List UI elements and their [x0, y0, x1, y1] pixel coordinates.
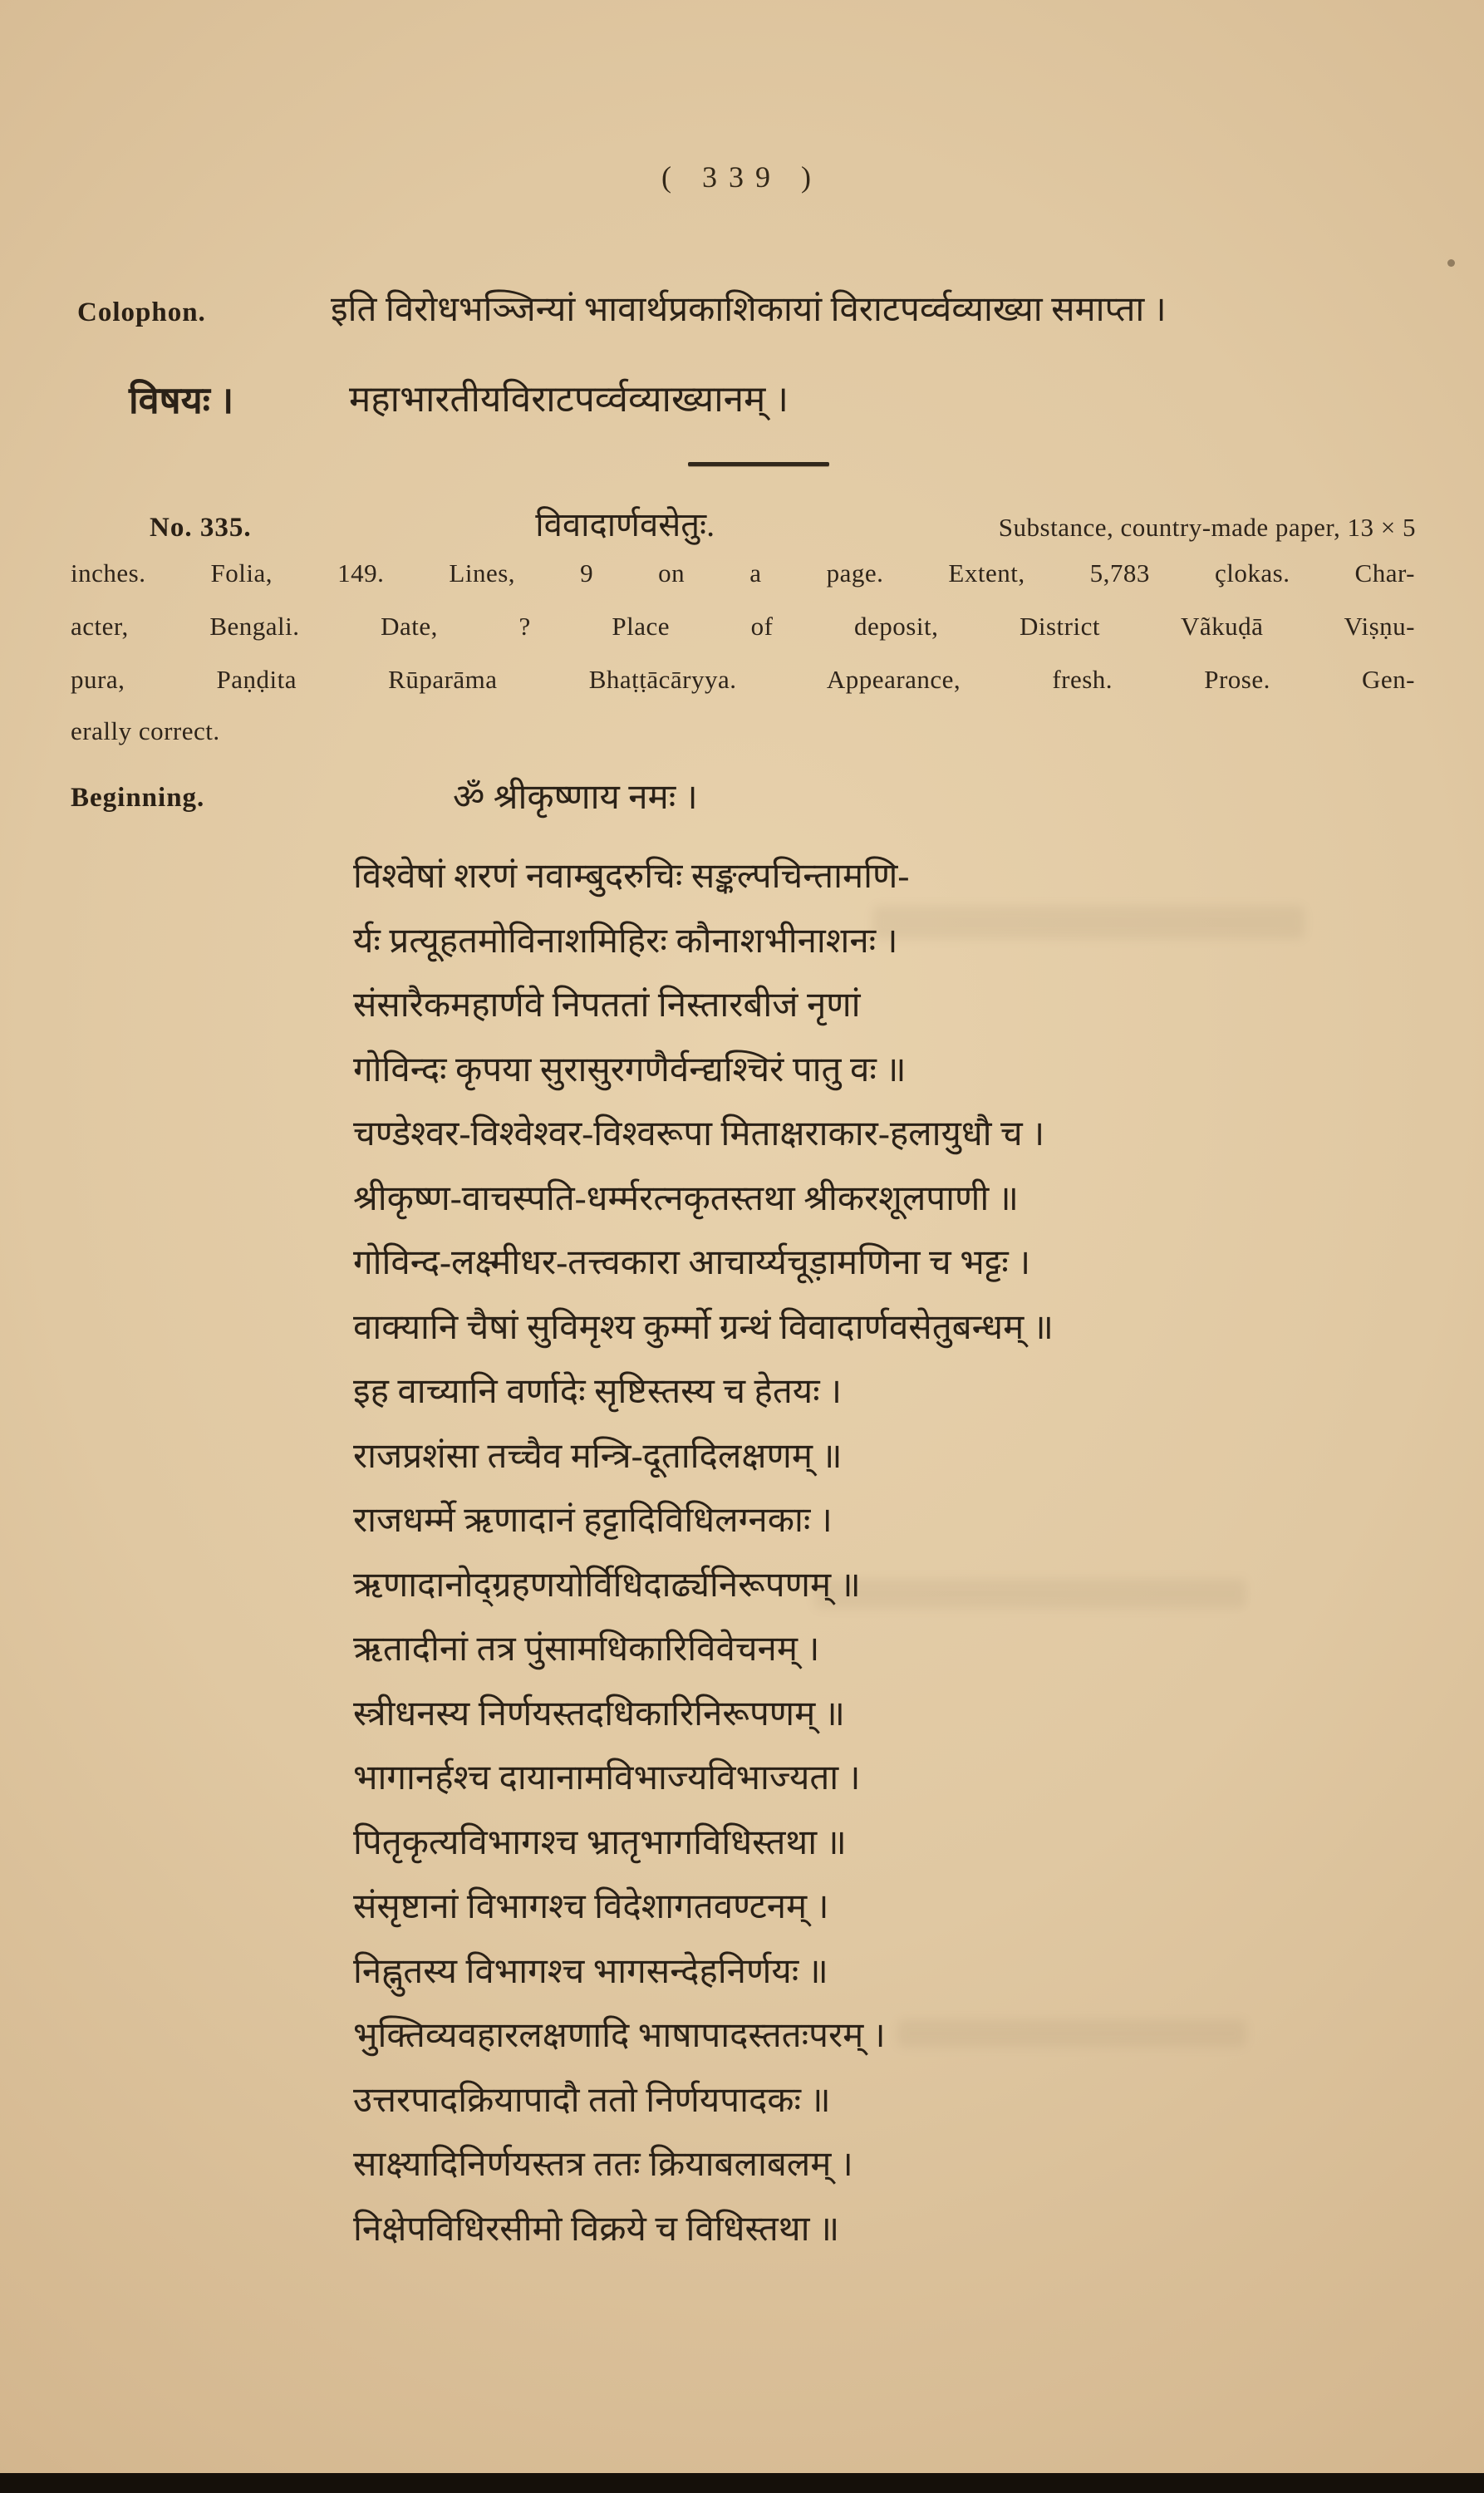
entry-description-line: erally correct.	[71, 716, 220, 745]
verse-line: इह वाच्यानि वर्णादेः सृष्टिस्तस्य च हेतयः ।	[353, 1373, 843, 1411]
entry-title-devanagari: विवादार्णवसेतुः.	[535, 506, 715, 543]
verse-line: निह्नुतस्य विभागश्च भागसन्देहनिर्णयः ॥	[353, 1953, 828, 1991]
verse-line: ऋतादीनां तत्र पुंसामधिकारिविवेचनम् ।	[353, 1630, 820, 1669]
verse-line: उत्तरपादक्रियापादौ ततो निर्णयपादकः ॥	[353, 2082, 831, 2120]
scan-edge-bar	[0, 2473, 1484, 2493]
verse-line: निक्षेपविधिरसीमो विक्रये च विधिस्तथा ॥	[353, 2210, 840, 2249]
verse-line: स्त्रीधनस्य निर्णयस्तदधिकारिनिरूपणम् ॥	[353, 1695, 845, 1733]
invocation-line: ॐ श्रीकृष्णाय नमः ।	[453, 779, 698, 817]
paper-speck	[1447, 259, 1455, 267]
subject-text: महाभारतीयविराटपर्व्वव्याख्यानम् ।	[349, 379, 789, 420]
show-through-smudge	[897, 2019, 1246, 2048]
verse-line: वाक्यानि चैषां सुविमृश्य कुर्म्मो ग्रन्थं विवादार्णवसेतुबन्धम् ॥	[353, 1309, 1054, 1347]
verse-line: संसृष्टानां विभागश्च विदेशागतवण्टनम् ।	[353, 1888, 829, 1926]
entry-description-line: pura, Paṇḍita Rūparāma Bhaṭṭācāryya. Appearance, fresh. Prose. Gen-	[71, 665, 1415, 694]
verse-line: श्रीकृष्ण-वाचस्पति-धर्म्मरत्नकृतस्तथा श्रीकरशूलपाणी ॥	[353, 1180, 1019, 1218]
show-through-smudge	[814, 1579, 1246, 1609]
verse-line: भागानर्हश्च दायानामविभाज्यविभाज्यता ।	[353, 1759, 861, 1797]
verse-line: ऋणादानोद्ग्रहणयोर्विधिदार्ढ्यनिरूपणम् ॥	[353, 1566, 861, 1605]
verse-line: साक्ष्यादिनिर्णयस्तत्र ततः क्रियाबलाबलम् ।	[353, 2146, 853, 2184]
page-number: ( 339 )	[661, 160, 823, 194]
verse-line: राजधर्म्मे ऋणादानं हट्टादिविधिलग्नकाः ।	[353, 1502, 833, 1540]
entry-heading-row	[150, 505, 1416, 545]
entry-description-line: inches. Folia, 149. Lines, 9 on a page. Extent, 5,783 çlokas. Char-	[71, 558, 1415, 588]
verse-line: पितृकृत्यविभागश्च भ्रातृभागविधिस्तथा ॥	[353, 1824, 847, 1862]
subject-label: विषयः ।	[129, 380, 234, 421]
verse-line: गोविन्दः कृपया सुरासुरगणैर्वन्द्यश्चिरं पातु वः ॥	[353, 1051, 907, 1089]
show-through-smudge	[872, 906, 1305, 939]
entry-number: No. 335.	[150, 513, 252, 543]
verse-line: राजप्रशंसा तच्चैव मन्त्रि-दूतादिलक्षणम् ॥	[353, 1438, 843, 1476]
verse-line: चण्डेश्वर-विश्वेश्वर-विश्वरूपा मिताक्षराकार-हलायुधौ च ।	[353, 1115, 1045, 1153]
section-divider	[688, 462, 829, 466]
entry-size-text: Substance, country-made paper, 13 × 5	[998, 513, 1416, 542]
verse-line: र्यः प्रत्यूहतमोविनाशमिहिरः कौनाशभीनाशनः ।	[353, 922, 898, 961]
colophon-text: इति विरोधभञ्जिन्यां भावार्थप्रकाशिकायां विराटपर्व्वव्याख्या समाप्ता ।	[331, 291, 1167, 329]
verse-line: गोविन्द-लक्ष्मीधर-तत्त्वकारा आचार्य्यचूड़ामणिना च भट्टः ।	[353, 1244, 1031, 1282]
entry-description-line: acter, Bengali. Date, ? Place of deposit, District Vãkuḍā Viṣṇu-	[71, 612, 1415, 641]
beginning-label: Beginning.	[71, 783, 205, 813]
verse-line: विश्वेषां शरणं नवाम्बुदरुचिः सङ्कल्पचिन्तामणि-	[353, 858, 910, 896]
colophon-label: Colophon.	[77, 297, 206, 327]
verse-line: संसारैकमहार्णवे निपततां निस्तारबीजं नृणां	[353, 986, 861, 1025]
verse-line: भुक्तिव्यवहारलक्षणादि भाषापादस्ततःपरम् ।	[353, 2017, 886, 2055]
